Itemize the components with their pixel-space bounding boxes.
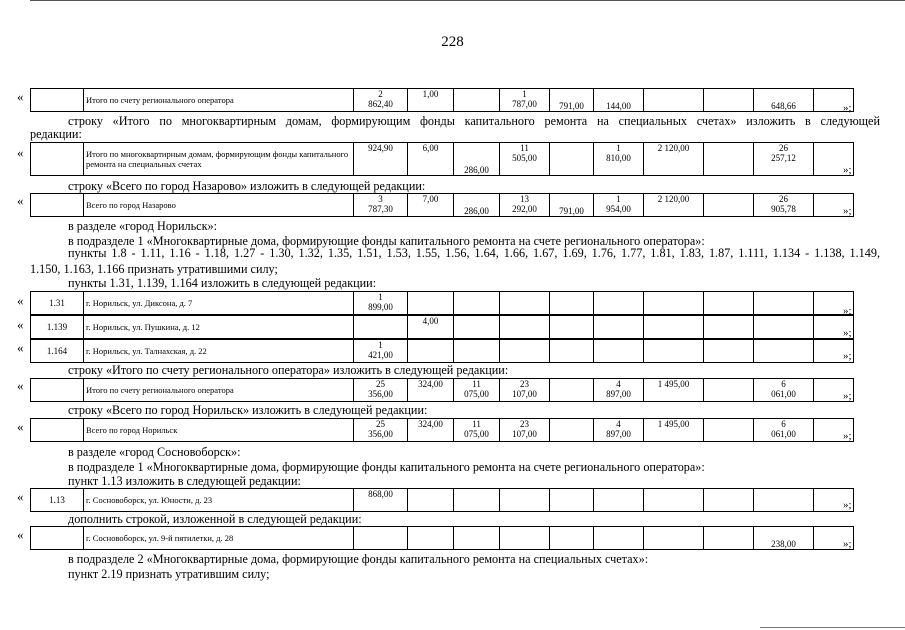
row-number-cell: 1.13: [31, 489, 84, 512]
value-cell: 6,00: [408, 143, 454, 176]
table-row: [30, 315, 854, 339]
value-cell: [550, 143, 594, 176]
value-cell: 1 787,00: [500, 89, 550, 112]
row-number-cell: 1.31: [31, 292, 84, 315]
value-cell: [550, 316, 594, 339]
value-cell: [594, 292, 644, 315]
text-line: пункт 1.13 изложить в следующей редакции:: [68, 474, 301, 488]
row-number-cell: [31, 89, 84, 112]
table-row-cells: [31, 194, 854, 217]
value-cell: [454, 527, 500, 550]
open-quote: «: [17, 419, 24, 434]
value-cell: [550, 419, 594, 442]
open-quote: «: [17, 89, 24, 104]
row-end-mark: »;: [843, 205, 852, 217]
table-row: [30, 142, 854, 176]
text-line: в разделе «город Сосновоборск»:: [68, 445, 241, 459]
table-row-cells: [31, 379, 854, 402]
value-cell: [354, 527, 408, 550]
value-cell: [550, 292, 594, 315]
table-row-cells: [31, 527, 854, 550]
value-cell: 286,00: [454, 194, 500, 217]
table-row: [30, 193, 854, 217]
row-number-cell: [31, 143, 84, 176]
open-quote: «: [17, 378, 24, 393]
value-cell: [500, 316, 550, 339]
value-cell: [408, 527, 454, 550]
row-number-cell: 1.164: [31, 340, 84, 363]
table-row-cells: [31, 89, 854, 112]
value-cell: [704, 292, 754, 315]
text-line: 1.150, 1.163, 1.166 признать утратившими силу;: [30, 262, 278, 276]
text-line: строку «Итого по счету регионального оператора» изложить в следующей редакции:: [68, 363, 509, 377]
value-cell: [408, 340, 454, 363]
value-cell: 26 905,78: [754, 194, 814, 217]
value-cell: [644, 489, 704, 512]
value-cell: [644, 316, 704, 339]
scan-edge-line: [30, 0, 905, 1]
open-quote: «: [17, 489, 24, 504]
value-cell: [644, 527, 704, 550]
value-cell: [408, 489, 454, 512]
row-name-cell: г. Сосновоборск, ул. Юности, д. 23: [84, 489, 354, 512]
value-cell: 2 862,40: [354, 89, 408, 112]
table-row-cells: [31, 340, 854, 363]
row-end-mark: »;: [843, 305, 852, 317]
value-cell: [754, 489, 814, 512]
row-number-cell: [31, 379, 84, 402]
open-quote: «: [17, 193, 24, 208]
value-cell: 924,90: [354, 143, 408, 176]
row-end-mark: »;: [843, 327, 852, 339]
value-cell: [704, 527, 754, 550]
table-row-cells: [31, 292, 854, 315]
row-name-cell: Всего по город Норильск: [84, 419, 354, 442]
value-cell: 791,00: [550, 89, 594, 112]
table-row: [30, 339, 854, 363]
value-cell: 324,00: [408, 419, 454, 442]
text-line: дополнить строкой, изложенной в следующей редакции:: [68, 512, 362, 526]
text-line: в подразделе 1 «Многоквартирные дома, формирующие фонды капитального ремонта на счете регионального оператора»:: [68, 234, 705, 248]
value-cell: [500, 340, 550, 363]
value-cell: 1 495,00: [644, 379, 704, 402]
table-row: [30, 418, 854, 442]
value-cell: [704, 194, 754, 217]
text-line: строку «Итого по многоквартирным домам, формирующим фонды капитального ремонта на специальных счетах» изложить в следующей: [68, 114, 880, 128]
value-cell: [550, 489, 594, 512]
value-cell: [644, 292, 704, 315]
value-cell: [454, 89, 500, 112]
table-row: [30, 291, 854, 315]
open-quote: «: [17, 317, 24, 332]
open-quote: «: [17, 340, 24, 355]
value-cell: [594, 316, 644, 339]
value-cell: [704, 316, 754, 339]
value-cell: 1 495,00: [644, 419, 704, 442]
row-name-cell: г. Норильск, ул. Диксона, д. 7: [84, 292, 354, 315]
value-cell: [454, 340, 500, 363]
value-cell: [704, 419, 754, 442]
value-cell: 144,00: [594, 89, 644, 112]
page-number: 228: [441, 34, 464, 50]
value-cell: 868,00: [354, 489, 408, 512]
row-name-cell: г. Норильск, ул. Пушкина, д. 12: [84, 316, 354, 339]
value-cell: 1 810,00: [594, 143, 644, 176]
value-cell: 4,00: [408, 316, 454, 339]
value-cell: 4 897,00: [594, 379, 644, 402]
open-quote: «: [17, 293, 24, 308]
table-row-cells: [31, 489, 854, 512]
row-end-mark: »;: [843, 102, 852, 114]
value-cell: 2 120,00: [644, 143, 704, 176]
row-end-mark: »;: [843, 430, 852, 442]
row-name-cell: Итого по счету регионального оператора: [84, 379, 354, 402]
text-line: пункт 2.19 признать утратившим силу;: [68, 567, 270, 581]
value-cell: [704, 379, 754, 402]
text-line: пункты 1.8 - 1.11, 1.16 - 1.18, 1.27 - 1.30, 1.32, 1.35, 1.51, 1.53, 1.55, 1.56, 1.64, 1.66, 1.67, 1.69, 1.76, 1.77, 1.81, 1.83, 1.87, 1.111, 1.134 - 1.138, 1.149,: [68, 246, 880, 260]
table-row: [30, 378, 854, 402]
row-number-cell: [31, 194, 84, 217]
value-cell: 1 899,00: [354, 292, 408, 315]
value-cell: [594, 489, 644, 512]
text-line: редакции:: [30, 127, 82, 141]
table-row-cells: [31, 143, 854, 176]
value-cell: [354, 316, 408, 339]
row-name-cell: Итого по многоквартирным домам, формирующим фонды капитального ремонта на специальных счетах: [84, 143, 354, 176]
text-line: в подразделе 2 «Многоквартирные дома, формирующие фонды капитального ремонта на специальных счетах»:: [68, 552, 649, 566]
value-cell: 4 897,00: [594, 419, 644, 442]
value-cell: 1 421,00: [354, 340, 408, 363]
row-name-cell: Итого по счету регионального оператора: [84, 89, 354, 112]
value-cell: 1 954,00: [594, 194, 644, 217]
value-cell: [704, 89, 754, 112]
value-cell: [644, 340, 704, 363]
table-row: [30, 88, 854, 112]
row-end-mark: »;: [843, 390, 852, 402]
value-cell: [454, 292, 500, 315]
value-cell: [644, 89, 704, 112]
value-cell: [704, 489, 754, 512]
value-cell: 791,00: [550, 194, 594, 217]
value-cell: 11 075,00: [454, 379, 500, 402]
value-cell: 11 075,00: [454, 419, 500, 442]
value-cell: 3 787,30: [354, 194, 408, 217]
value-cell: [754, 340, 814, 363]
value-cell: 2 120,00: [644, 194, 704, 217]
value-cell: [454, 489, 500, 512]
value-cell: 6 061,00: [754, 379, 814, 402]
row-end-mark: »;: [843, 538, 852, 550]
row-number-cell: 1.139: [31, 316, 84, 339]
table-row-cells: [31, 419, 854, 442]
open-quote: «: [17, 527, 24, 542]
value-cell: 25 356,00: [354, 379, 408, 402]
row-name-cell: Всего по город Назарово: [84, 194, 354, 217]
value-cell: 26 257,12: [754, 143, 814, 176]
text-line: в разделе «город Норильск»:: [68, 219, 217, 233]
value-cell: 286,00: [454, 143, 500, 176]
value-cell: 1,00: [408, 89, 454, 112]
text-line: пункты 1.31, 1.139, 1.164 изложить в следующей редакции:: [68, 276, 377, 290]
row-end-mark: »;: [843, 350, 852, 362]
scan-edge-line: [760, 627, 905, 628]
table-row: [30, 488, 854, 512]
value-cell: [550, 340, 594, 363]
value-cell: 324,00: [408, 379, 454, 402]
value-cell: [500, 292, 550, 315]
open-quote: «: [17, 145, 24, 160]
value-cell: [754, 316, 814, 339]
value-cell: 238,00: [754, 527, 814, 550]
row-number-cell: [31, 527, 84, 550]
row-name-cell: г. Норильск, ул. Талнахская, д. 22: [84, 340, 354, 363]
row-name-cell: г. Сосновоборск, ул. 9-й пятилетки, д. 28: [84, 527, 354, 550]
text-line: строку «Всего по город Норильск» изложить в следующей редакции:: [68, 403, 428, 417]
value-cell: [454, 316, 500, 339]
value-cell: [704, 143, 754, 176]
value-cell: 6 061,00: [754, 419, 814, 442]
table-row: [30, 526, 854, 550]
value-cell: 13 292,00: [500, 194, 550, 217]
value-cell: [408, 292, 454, 315]
value-cell: [500, 527, 550, 550]
value-cell: 23 107,00: [500, 379, 550, 402]
value-cell: [500, 489, 550, 512]
value-cell: [550, 379, 594, 402]
row-number-cell: [31, 419, 84, 442]
value-cell: 7,00: [408, 194, 454, 217]
value-cell: [754, 292, 814, 315]
value-cell: [704, 340, 754, 363]
value-cell: [594, 527, 644, 550]
value-cell: 11 505,00: [500, 143, 550, 176]
value-cell: 25 356,00: [354, 419, 408, 442]
row-end-mark: »;: [843, 164, 852, 176]
table-row-cells: [31, 316, 854, 339]
text-line: в подразделе 1 «Многоквартирные дома, формирующие фонды капитального ремонта на счете регионального оператора»:: [68, 460, 705, 474]
value-cell: 23 107,00: [500, 419, 550, 442]
row-end-mark: »;: [843, 499, 852, 511]
text-line: строку «Всего по город Назарово» изложить в следующей редакции:: [68, 179, 426, 193]
value-cell: [594, 340, 644, 363]
value-cell: [550, 527, 594, 550]
value-cell: 648,66: [754, 89, 814, 112]
